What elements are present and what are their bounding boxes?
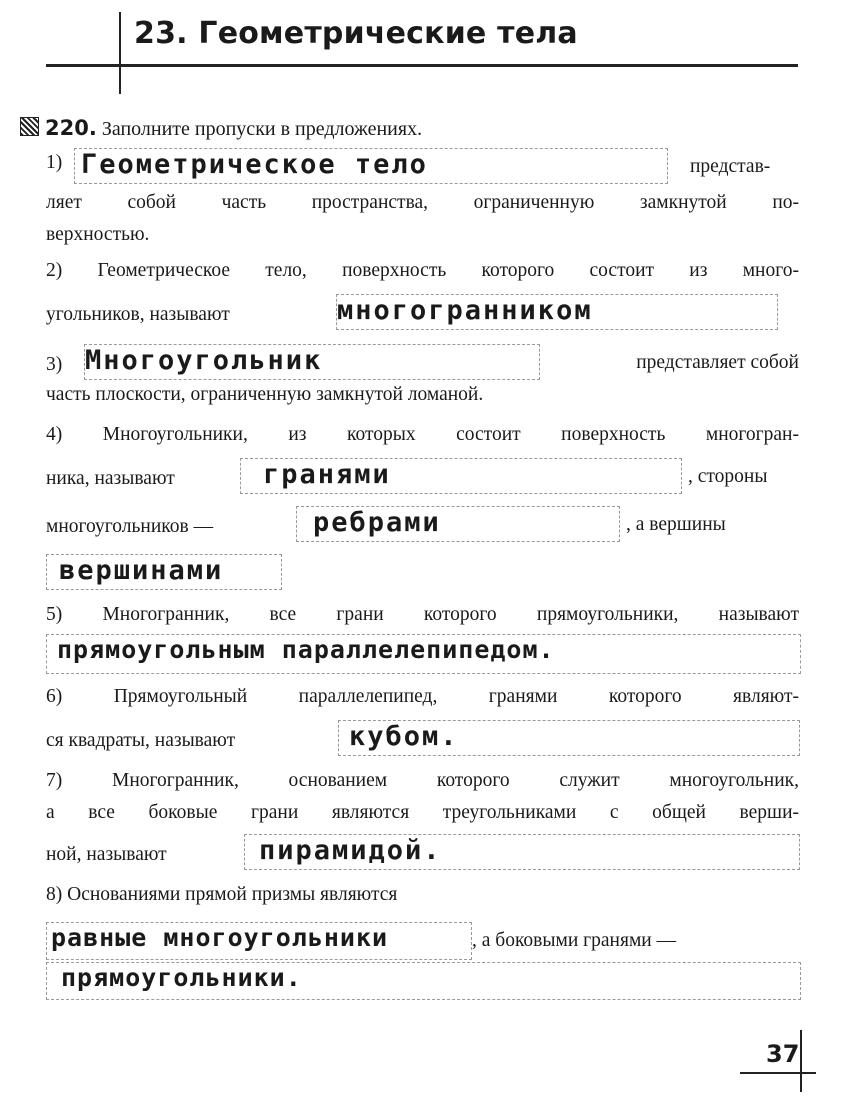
s1-prefix: 1) — [46, 152, 63, 173]
page-number: 37 — [766, 1040, 800, 1068]
s2-line1: 2) Геометрическое тело, поверхность которого состоит из много- — [46, 260, 799, 281]
s3-prefix: 3) — [46, 354, 63, 375]
s6-line1: 6) Прямоугольный параллелепипед, гранями которого являют- — [46, 686, 799, 707]
task-header — [20, 116, 422, 141]
s5-line1: 5) Многогранник, все грани которого прямоугольники, называют — [46, 604, 799, 625]
s8-line1: 8) Основаниями прямой призмы являются — [46, 884, 398, 905]
s7-line3-text: ной, называют — [46, 844, 167, 865]
s2-answer-field[interactable] — [336, 294, 778, 330]
task-marker-icon — [20, 117, 39, 136]
s7-answer: пирамидой. — [259, 835, 442, 866]
s4-line3-tail: , а вершины — [626, 514, 726, 535]
s4-answer2: ребрами — [313, 507, 441, 538]
header-horizontal-rule — [46, 64, 798, 67]
s8-answer1-field[interactable] — [46, 922, 472, 960]
s8-line2-tail: , а боковыми гранями — — [472, 930, 677, 951]
s8-answer2: прямоугольники. — [61, 963, 302, 992]
s5-answer-field[interactable] — [46, 634, 801, 674]
s3-line1-tail: представляет собой — [636, 352, 799, 373]
s2-answer: многогранником — [337, 295, 593, 326]
s3-line2: часть плоскости, ограниченную замкнутой ломаной. — [46, 384, 484, 405]
s1-line2: ляет собой часть пространства, ограниченную замкнутой по- — [46, 192, 799, 213]
s4-answer2-field[interactable] — [296, 506, 620, 542]
header-vertical-rule — [119, 12, 121, 94]
s1-line3: верхностью. — [46, 224, 150, 245]
s4-answer3: вершинами — [59, 555, 224, 586]
s7-line2: а все боковые грани являются треугольниками с общей верши- — [46, 802, 799, 823]
task-number: 220. — [45, 116, 97, 140]
s4-answer1-field[interactable] — [240, 458, 682, 494]
task-instruction: Заполните пропуски в предложениях. — [101, 118, 423, 140]
s1-answer-field[interactable] — [74, 148, 668, 184]
s1-answer: Геометрическое тело — [81, 149, 428, 180]
s3-answer: Многоугольник — [85, 345, 323, 376]
s7-answer-field[interactable] — [244, 834, 800, 870]
s7-line1: 7) Многогранник, основанием которого служит многоугольник, — [46, 770, 799, 791]
s4-line2-text: ника, называют — [46, 468, 175, 489]
s4-line3-text: многоугольников — — [46, 516, 214, 537]
s8-answer2-field[interactable] — [46, 962, 801, 1000]
section-title: 23. Геометрические тела — [134, 16, 578, 51]
s6-answer: кубом. — [349, 721, 459, 752]
page-number-horizontal-rule — [740, 1072, 816, 1074]
s4-line1: 4) Многоугольники, из которых состоит поверхность многогран- — [46, 424, 799, 445]
s3-answer-field[interactable] — [84, 344, 540, 380]
s4-answer1: гранями — [263, 459, 391, 490]
s4-answer3-field[interactable] — [46, 554, 282, 590]
s8-answer1: равные многоугольники — [51, 923, 389, 952]
page-number-vertical-rule — [800, 1030, 802, 1092]
s1-line1-tail: представ- — [690, 156, 771, 177]
s2-line2-text: угольников, называют — [46, 304, 230, 325]
s4-line2-tail: , стороны — [688, 466, 768, 487]
s6-line2-text: ся квадраты, называют — [46, 730, 236, 751]
s6-answer-field[interactable] — [338, 720, 800, 756]
s5-answer: прямоугольным параллелепипедом. — [57, 635, 555, 664]
